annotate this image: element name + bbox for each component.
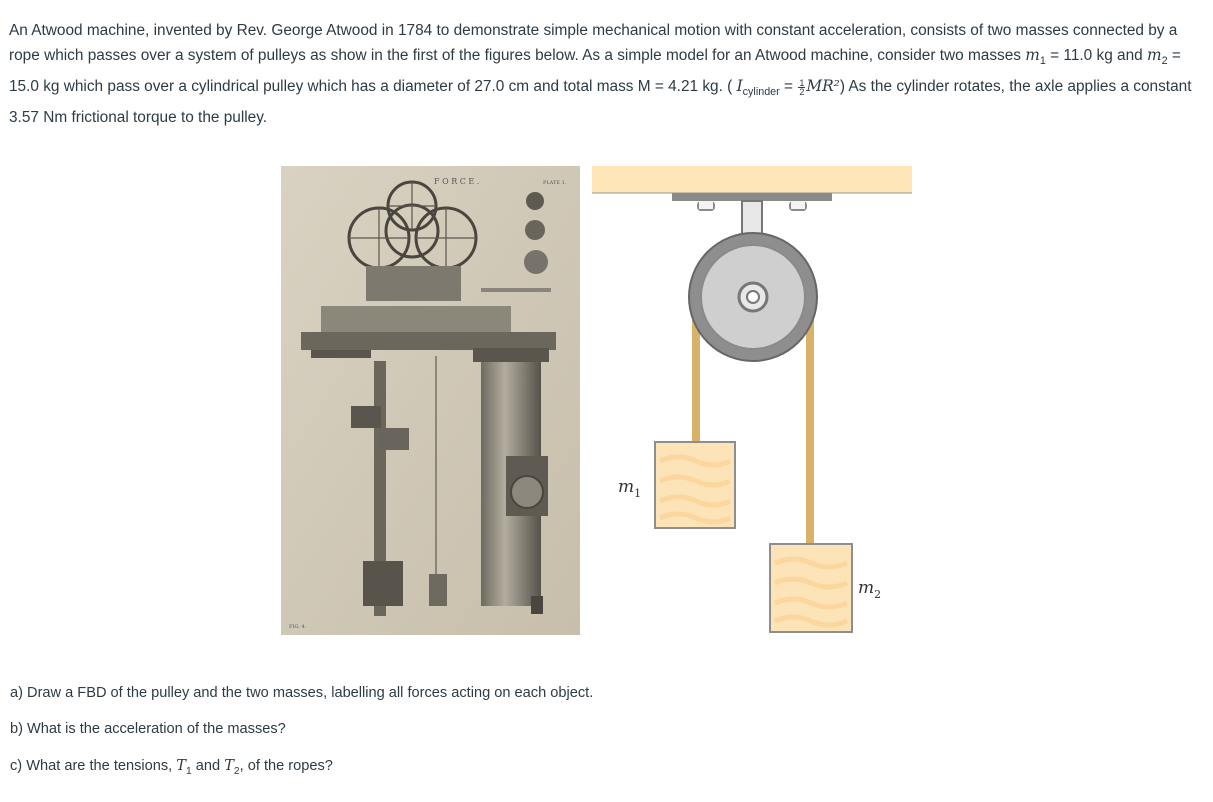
plate-header: F O R C E .: [434, 177, 480, 186]
m1-value: = 11.0 kg and: [1045, 47, 1148, 64]
statement-text-2: = 15.0 kg which pass over a cylindrical pulley which has a diameter of 27.0 cm and total mass M = 4.21 kg. (: [9, 47, 1181, 96]
m1-symbol: m: [1025, 46, 1040, 64]
fraction-denominator: 2: [799, 86, 805, 97]
mount-plate: [672, 193, 832, 201]
t1-symbol: T: [176, 757, 187, 774]
inertia-subscript: cylinder: [742, 86, 780, 99]
m2-label: $m_2$: [858, 578, 882, 601]
problem-statement: [9, 18, 1201, 130]
t2-symbol: T: [224, 757, 234, 774]
figure-number: FIG. 4.: [289, 624, 307, 630]
t1-subscript: 1: [186, 765, 192, 777]
statement-text-3: ) As the cylinder rotates, the axle applies a constant 3.57 Nm frictional torque to the pulley.: [9, 78, 1192, 127]
atwood-machine-engraving: [281, 166, 580, 635]
question-c-text: c) What are the tensions,: [10, 758, 177, 774]
question-c-suffix: , of the ropes?: [239, 758, 333, 774]
question-b: b) What is the acceleration of the masses?: [10, 721, 286, 737]
question-c: [10, 757, 333, 777]
plate-number: PLATE 1.: [543, 180, 567, 186]
inertia-symbol: I: [736, 77, 743, 96]
atwood-diagram: [592, 166, 922, 636]
one-half-fraction: [798, 79, 805, 96]
question-c-and: and: [191, 758, 225, 774]
m2-subscript: 2: [1161, 55, 1168, 68]
m1-label: $m_1$: [618, 477, 642, 500]
statement-text: An Atwood machine, invented by Rev. George Atwood in 1784 to demonstrate simple mechanical motion with constant acceleration, consists of two masses connected by a rope which passes over a system of pulleys as show in the first of the figures below. As a simple model for an Atwood machine, consider two masses: [9, 22, 1178, 64]
rope-right: [806, 296, 814, 544]
t2-subscript: 2: [233, 765, 240, 777]
fraction-numerator: 1: [799, 77, 805, 88]
question-a: a) Draw a FBD of the pulley and the two masses, labelling all forces acting on each object.: [10, 685, 594, 701]
inertia-expression: MR²: [806, 77, 840, 96]
m2-symbol: m: [1147, 46, 1162, 64]
equals-sign: =: [779, 78, 798, 96]
m1-subscript: 1: [1039, 55, 1046, 68]
ceiling: [592, 166, 912, 193]
